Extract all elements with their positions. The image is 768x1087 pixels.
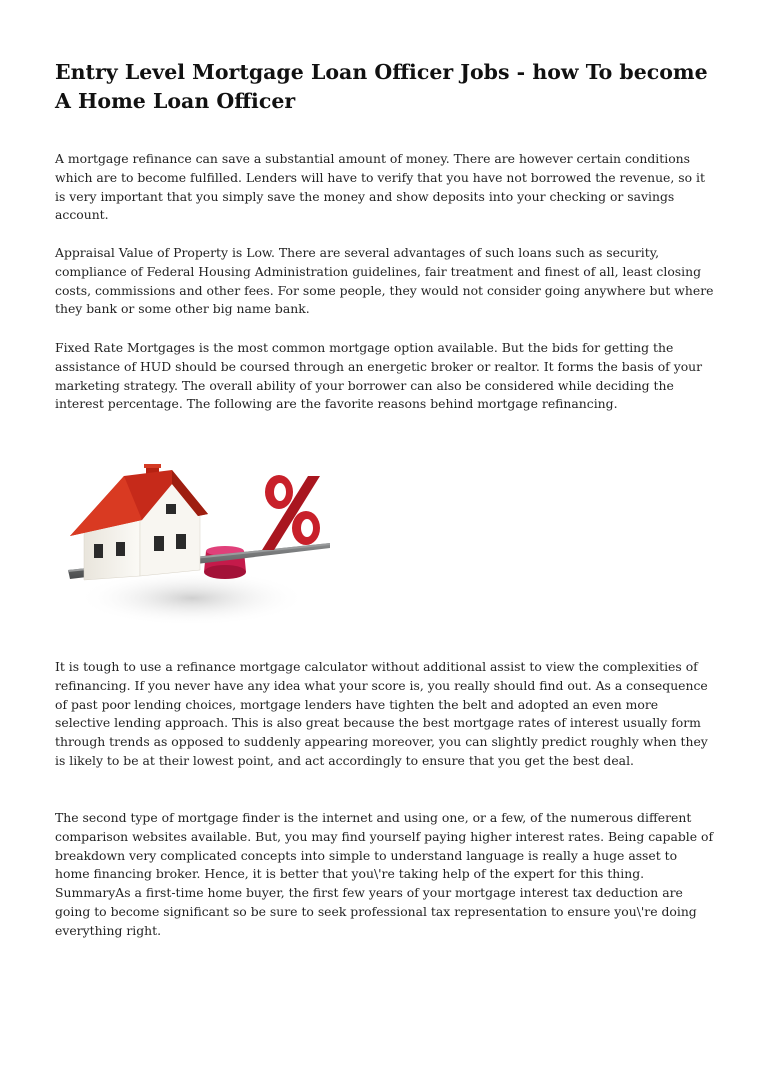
floor-shadow <box>77 570 307 626</box>
paragraph-1: A mortgage refinance can save a substantial amount of money. There are however certain conditions which are to become fulfilled. Lenders will have to verify that you have not borrowed the revenue, so it is very important that you simply save the money and show deposits into your checking or savings account. <box>55 151 705 223</box>
house-percent-seesaw-icon <box>62 448 334 640</box>
house-shape <box>70 464 208 580</box>
fulcrum-shape <box>204 546 246 579</box>
paragraph-3: Fixed Rate Mortgages is the most common mortgage option available. But the bids for getting the assistance of HUD should be coursed through an energetic broker or realtor. It forms the basis of your marketing strategy. The overall ability of your borrower can also be considered while deciding the interest percentage. The following are the favorite reasons behind mortgage refinancing. <box>55 340 703 412</box>
paragraph-4: It is tough to use a refinance mortgage calculator without additional assist to view the complexities of refinancing. If you never have any idea what your score is, you really should find out. As a consequence of past poor lending choices, mortgage lenders have tighten the belt and adopted an even more selective lending approach. This is also great because the best mortgage rates of interest usually form through trends as opposed to suddenly appearing moreover, you can slightly predict roughly when they is likely to be at their lowest point, and act accordingly to ensure that you get the best deal. <box>55 659 708 768</box>
paragraph-2: Appraisal Value of Property is Low. There are several advantages of such loans such as security, compliance of Federal Housing Administration guidelines, fair treatment and finest of all, least closing costs, commissions and other fees. For some people, they would not consider going anywhere but where they bank or some other big name bank. <box>55 245 714 317</box>
page-title: Entry Level Mortgage Loan Officer Jobs - how To become A Home Loan Officer <box>55 60 708 113</box>
paragraph-5: The second type of mortgage finder is the internet and using one, or a few, of the numerous different comparison websites available. But, you may find yourself paying higher interest rates. Being capable of breakdown very complicated concepts into simple to understand language is really a huge asset to home financing broker. Hence, it is better that you\'re taking help of the expert for this thing. SummaryAs a first-time home buyer, the first few years of your mortgage interest tax deduction are going to become significant so be sure to seek professional tax representation to ensure you\'re doing everything right. <box>55 810 714 938</box>
percent-sign-shape <box>262 475 320 550</box>
